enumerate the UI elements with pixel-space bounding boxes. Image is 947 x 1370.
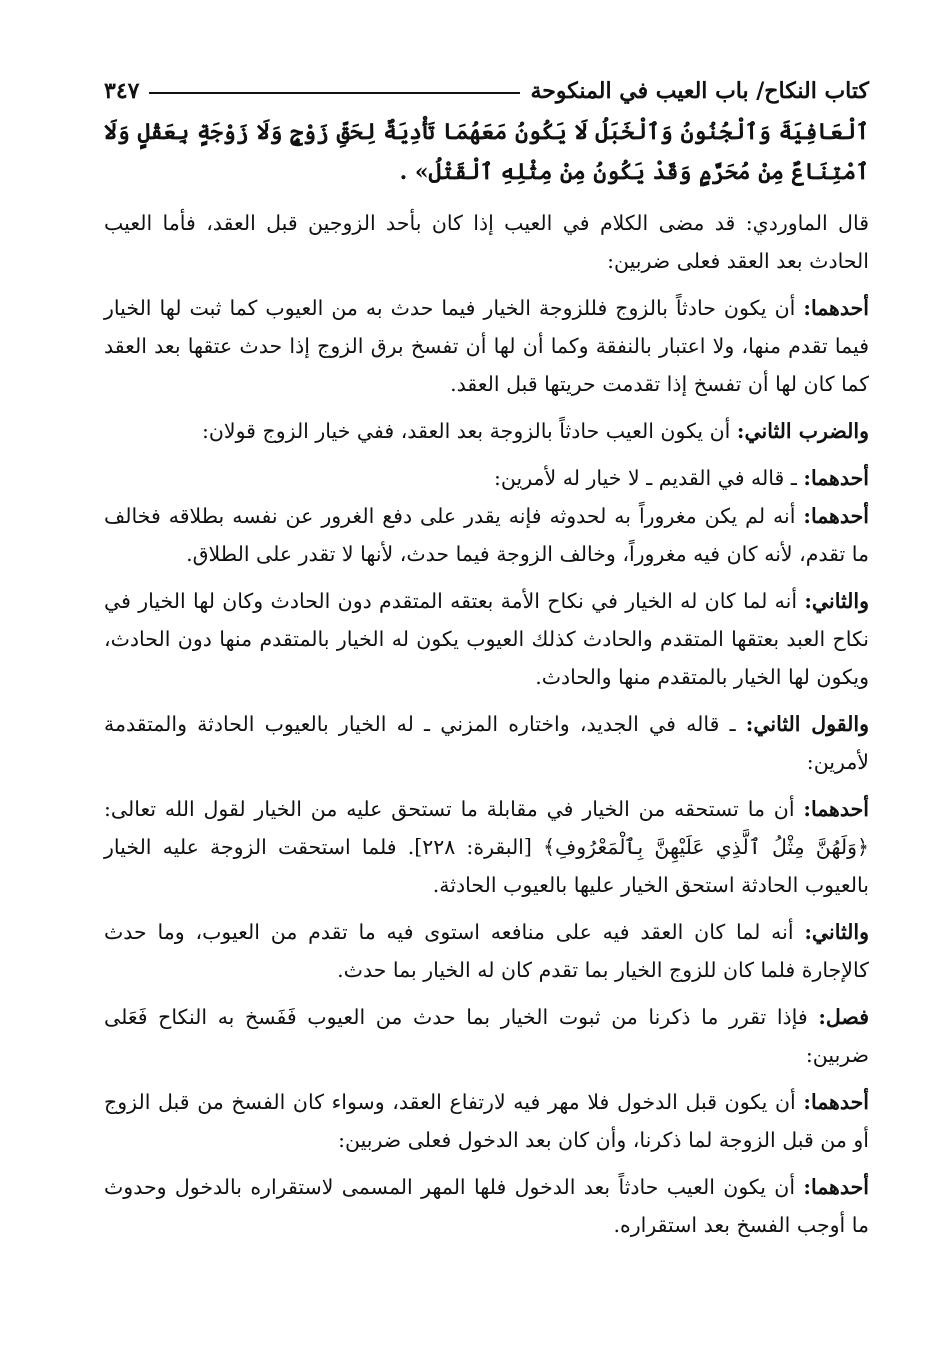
paragraph-lead: أحدهما: <box>803 296 869 320</box>
paragraph-text: أن يكون حادثاً بالزوج فللزوجة الخيار فيما حدث به من العيوب كما ثبت لها الخيار فيما تقدم منها، ولا اعتبار بالنفقة وكما أن لها أن تفسخ برق الزوج إذا حدث عتقها بعد العقد كما كان لها أن تفسخ إذا تقدمت حريتها قبل العقد. <box>104 296 869 396</box>
paragraph-lead: والثاني: <box>804 920 869 944</box>
paragraph <box>104 497 869 573</box>
header-rule <box>149 92 520 94</box>
paragraph-lead: والضرب الثاني: <box>736 419 869 443</box>
paragraph-text: ـ قاله في القديم ـ لا خيار له لأمرين: <box>494 466 804 490</box>
page-body <box>104 112 869 1244</box>
section-paragraph <box>104 998 869 1074</box>
paragraph <box>104 412 869 450</box>
paragraph-text: أن يكون العيب حادثاً بالزوجة بعد العقد، ففي خيار الزوج قولان: <box>201 419 737 443</box>
paragraph-lead: أحدهما: <box>803 466 869 490</box>
paragraph-text: أنه لما كان العقد فيه على منافعه استوى فيه ما تقدم من العيوب، وما حدث كالإجارة فلما كان للزوج الخيار بما تقدم كان له الخيار بما حدث. <box>104 920 869 982</box>
paragraph <box>104 705 869 781</box>
running-header <box>104 70 869 112</box>
paragraph <box>104 1168 869 1244</box>
book-page <box>104 70 869 1253</box>
paragraph-text: ٱلْعَافِيَةَ وَٱلْجُنُونُ وَٱلْخَبَلُ لَا يَكُونُ مَعَهُمَا تَأْدِيَةٌ لِحَقِّ زَوْجٍ وَلَا زَوْجَةٍ بِعَقْلٍ وَلَا ٱمْتِنَاعٌ مِنْ مُحَرَّمٍ وَقَدْ يَكُونُ مِنْ مِثْلِهِ ٱلْقَتْلُ» . <box>104 119 869 185</box>
paragraph-text: ـ قاله في الجديد، واختاره المزني ـ له الخيار بالعيوب الحادثة والمتقدمة لأمرين: <box>104 712 869 774</box>
paragraph-text: أن ما تستحقه من الخيار في مقابلة ما تستحق عليه من الخيار لقول الله تعالى: ﴿وَلَهُنَّ مِثْلُ ٱلَّذِي عَلَيْهِنَّ بِٱلْمَعْرُوفِ﴾ [البقرة: ٢٢٨]. فلما استحقت الزوجة عليه الخيار بالعيوب الحادثة استحق الخيار عليها بالعيوب الحادثة. <box>104 797 869 897</box>
paragraph-lead: والقول الثاني: <box>745 712 869 736</box>
section-heading: فصل: <box>818 1005 869 1029</box>
paragraph-lead: والثاني: <box>804 589 869 613</box>
paragraph-text: قال الماوردي: قد مضى الكلام في العيب إذا كان بأحد الزوجين قبل العقد، فأما العيب الحادث بعد العقد فعلى ضربين: <box>104 211 869 273</box>
paragraph-text: أنه لما كان له الخيار في نكاح الأمة بعتقه المتقدم دون الحادث وكان لها الخيار في نكاح العبد بعتقها المتقدم والحادث كذلك العيوب يكون له الخيار بالمتقدم منها دون الحادث، ويكون لها الخيار بالمتقدم منها والحادث. <box>104 589 869 689</box>
paragraph <box>104 1083 869 1159</box>
paragraph-lead: أحدهما: <box>803 1175 869 1199</box>
paragraph <box>104 204 869 280</box>
paragraph-lead: أحدهما: <box>803 797 869 821</box>
paragraph-lead: أحدهما: <box>803 1090 869 1114</box>
paragraph <box>104 289 869 403</box>
paragraph <box>104 582 869 696</box>
paragraph-text: فإذا تقرر ما ذكرنا من ثبوت الخيار بما حدث من العيوب فَفَسخ به النكاح فَعَلى ضربين: <box>104 1005 869 1067</box>
paragraph-text: أن يكون قبل الدخول فلا مهر فيه لارتفاع العقد، وسواء كان الفسخ من قبل الزوج أو من قبل الزوجة لما ذكرنا، وأن كان بعد الدخول فعلى ضربين: <box>104 1090 869 1152</box>
paragraph <box>104 790 869 904</box>
paragraph <box>104 459 869 497</box>
header-title: كتاب النكاح/ باب العيب في المنكوحة <box>530 78 869 104</box>
paragraph-text: أنه لم يكن مغروراً به لحدوثه فإنه يقدر على دفع الغرور عن نفسه بطلاقه فخالف ما تقدم، لأنه كان فيه مغروراً، وخالف الزوجة فيما حدث، لأنها لا تقدر على الطلاق. <box>104 504 869 566</box>
quoted-text <box>104 112 869 192</box>
paragraph-lead: أحدهما: <box>803 504 869 528</box>
paragraph-text: أن يكون العيب حادثاً بعد الدخول فلها المهر المسمى لاستقراره بالدخول وحدوث ما أوجب الفسخ بعد استقراره. <box>104 1175 869 1237</box>
paragraph <box>104 913 869 989</box>
page-number: ٣٤٧ <box>104 78 140 104</box>
